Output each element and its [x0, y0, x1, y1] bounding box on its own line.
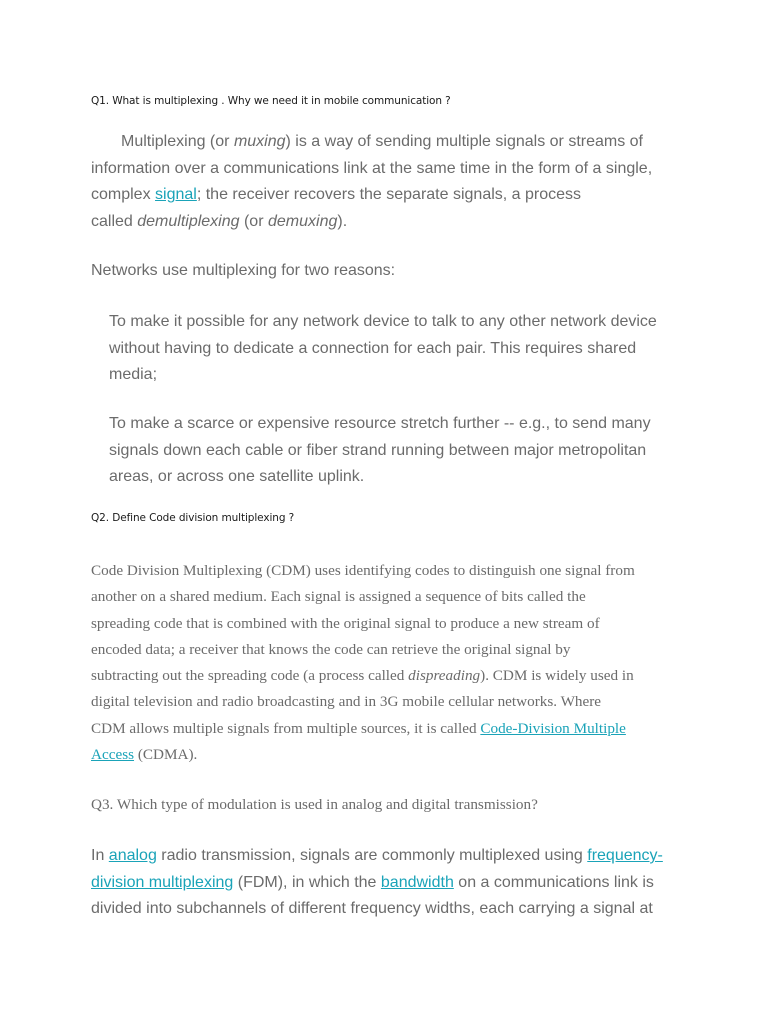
reason-1-line-2: without having to dedicate a connection for each pair. This requires shared: [109, 339, 637, 357]
reasons-intro: Networks use multiplexing for two reasons:: [91, 262, 396, 279]
text-run: radio transmission, signals are commonly multiplexed using: [156, 847, 588, 864]
text-run: CDM allows multiple signals from multiple sources, it is called: [91, 719, 481, 737]
cdma-link-part-2[interactable]: Access: [91, 746, 135, 764]
dispreading-term: dispreading: [408, 667, 481, 685]
fdm-link-part-1[interactable]: frequency-: [587, 847, 663, 864]
q1-line-4: [91, 209, 652, 236]
q1-paragraph: [91, 129, 652, 235]
q2-line-2: another on a shared medium. Each signal is assigned a sequence of bits called the: [91, 588, 586, 606]
q3-line-2: [91, 870, 663, 897]
reason-2-line-1: To make a scarce or expensive resource stretch further -- e.g., to send many: [109, 415, 651, 432]
q2-line-8: [91, 742, 635, 768]
q2-line-1: Code Division Multiplexing (CDM) uses identifying codes to distinguish one signal from: [91, 562, 635, 579]
text-run: ). CDM is widely used in: [480, 667, 634, 685]
reason-2: [109, 411, 651, 491]
q3-heading: Q3. Which type of modulation is used in analog and digital transmission?: [91, 796, 538, 813]
q2-line-3: spreading code that is combined with the original signal to produce a new stream of: [91, 614, 600, 632]
q2-heading: Q2. Define Code division multiplexing ?: [91, 512, 295, 524]
text-run: In: [91, 847, 109, 864]
text-run: (or: [239, 212, 268, 230]
analog-link[interactable]: analog: [108, 847, 157, 864]
q1-line-1: [91, 129, 652, 156]
text-run: (FDM), in which the: [233, 873, 381, 891]
signal-link[interactable]: signal: [155, 186, 197, 203]
text-run: called: [91, 212, 138, 230]
reason-1-line-3: media;: [109, 366, 158, 383]
text-run: ).: [337, 212, 348, 230]
q2-line-7: [91, 716, 635, 742]
q2-line-4: encoded data; a receiver that knows the code can retrieve the original signal by: [91, 640, 571, 658]
q3-line-3: divided into subchannels of different frequency widths, each carrying a signal at: [91, 900, 653, 917]
fdm-link-part-2[interactable]: division multiplexing: [91, 873, 234, 891]
q1-heading: Q1. What is multiplexing . Why we need it in mobile communication ?: [91, 95, 451, 107]
demuxing-term: demuxing: [267, 212, 338, 230]
cdma-link-part-1[interactable]: Code-Division Multiple: [480, 719, 626, 737]
text-run: subtracting out the spreading code (a process called: [91, 667, 409, 685]
q1-line-2: information over a communications link at the same time in the form of a single,: [91, 159, 653, 177]
text-run: complex: [91, 186, 156, 203]
text-run: on a communications link is: [453, 873, 654, 891]
text-run: Multiplexing (or: [121, 133, 234, 150]
q3-line-1: [91, 843, 663, 870]
reason-1: [109, 309, 657, 389]
reason-2-line-2: signals down each cable or fiber strand running between major metropolitan: [109, 441, 647, 459]
q1-line-3: [91, 182, 652, 209]
demultiplexing-term: demultiplexing: [137, 212, 240, 230]
text-run: ) is a way of sending multiple signals or streams of: [285, 133, 643, 150]
text-run: (CDMA).: [134, 746, 198, 764]
reason-2-line-3: areas, or across one satellite uplink.: [109, 468, 365, 485]
q2-line-6: digital television and radio broadcasting and in 3G mobile cellular networks. Where: [91, 693, 602, 711]
q3-paragraph: [91, 843, 663, 923]
text-run: ; the receiver recovers the separate signals, a process: [196, 186, 582, 203]
q2-line-5: [91, 663, 635, 689]
muxing-term: muxing: [233, 133, 286, 150]
reason-1-line-1: To make it possible for any network device to talk to any other network device: [109, 313, 657, 330]
bandwidth-link[interactable]: bandwidth: [380, 873, 454, 891]
q2-paragraph: [91, 558, 635, 768]
